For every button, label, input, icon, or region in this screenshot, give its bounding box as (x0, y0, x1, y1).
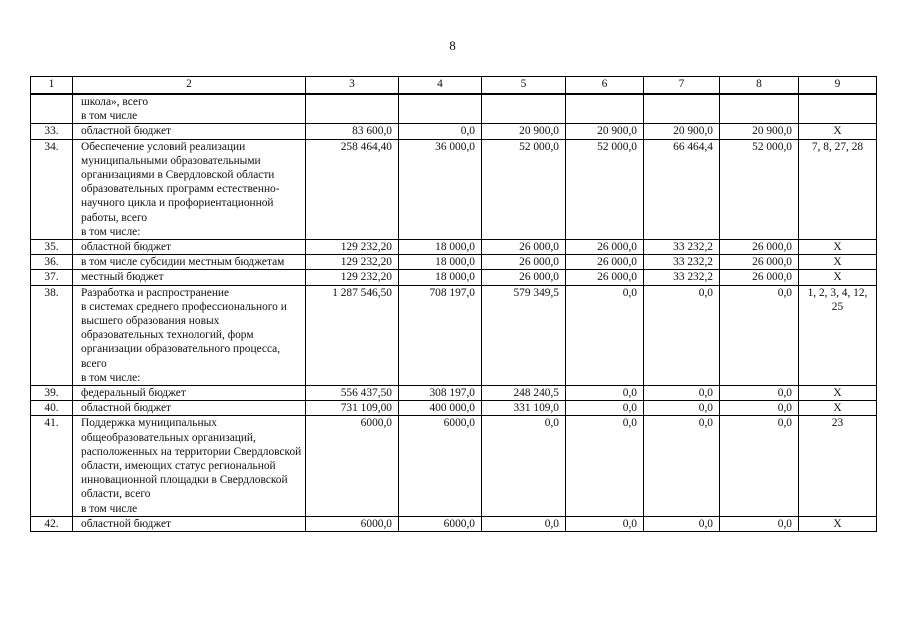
cell-reference: 7, 8, 27, 28 (799, 139, 877, 239)
cell-value (644, 94, 720, 124)
cell-value: 0,0 (720, 416, 799, 516)
budget-table (30, 76, 877, 532)
table-body (31, 94, 877, 532)
row-number: 41. (31, 416, 73, 516)
cell-value: 0,0 (720, 516, 799, 531)
cell-value: 26 000,0 (482, 255, 566, 270)
table-row (31, 139, 877, 239)
cell-reference: X (799, 255, 877, 270)
table-row (31, 416, 877, 516)
cell-value: 0,0 (566, 416, 644, 516)
cell-value (566, 94, 644, 124)
column-header: 3 (306, 77, 399, 95)
cell-reference: X (799, 240, 877, 255)
row-description: в том числе субсидии местным бюджетам (73, 255, 306, 270)
row-description: Разработка и распространение в системах среднего профессионального и высшего образования новых образовательных технологий, форм организации образовательного процесса, всего в том числе: (73, 285, 306, 385)
row-description: областной бюджет (73, 124, 306, 139)
cell-value: 0,0 (399, 124, 482, 139)
cell-value: 20 900,0 (482, 124, 566, 139)
row-description: Обеспечение условий реализации муниципальными образовательными организациями в Свердловской области образовательных программ естественно-научного цикла и профориентационной работы, всего в том числе: (73, 139, 306, 239)
row-description: областной бюджет (73, 516, 306, 531)
cell-value: 0,0 (720, 285, 799, 385)
cell-value (306, 94, 399, 124)
cell-reference: X (799, 124, 877, 139)
cell-reference: X (799, 386, 877, 401)
row-number: 33. (31, 124, 73, 139)
cell-value: 0,0 (482, 516, 566, 531)
cell-value: 0,0 (644, 285, 720, 385)
column-header: 2 (73, 77, 306, 95)
cell-value: 731 109,00 (306, 401, 399, 416)
cell-reference: X (799, 516, 877, 531)
cell-value: 26 000,0 (482, 270, 566, 285)
cell-value: 36 000,0 (399, 139, 482, 239)
row-number: 37. (31, 270, 73, 285)
column-header: 8 (720, 77, 799, 95)
cell-reference: 23 (799, 416, 877, 516)
cell-reference: 1, 2, 3, 4, 12, 25 (799, 285, 877, 385)
cell-value: 18 000,0 (399, 255, 482, 270)
cell-value: 26 000,0 (720, 270, 799, 285)
row-number: 40. (31, 401, 73, 416)
row-description: областной бюджет (73, 240, 306, 255)
cell-value: 331 109,0 (482, 401, 566, 416)
table-row (31, 516, 877, 531)
cell-value: 0,0 (720, 401, 799, 416)
row-number: 38. (31, 285, 73, 385)
row-number: 36. (31, 255, 73, 270)
cell-value (482, 94, 566, 124)
row-description: Поддержка муниципальных общеобразовательных организаций, расположенных на территории Свердловской области, имеющих статус региональной инновационной площадки в Свердловской области, всего в том числе (73, 416, 306, 516)
cell-value: 33 232,2 (644, 270, 720, 285)
cell-value: 52 000,0 (482, 139, 566, 239)
cell-value: 52 000,0 (720, 139, 799, 239)
table-row (31, 386, 877, 401)
table-row (31, 401, 877, 416)
cell-value: 33 232,2 (644, 255, 720, 270)
row-description: школа», всего в том числе (73, 94, 306, 124)
cell-value: 26 000,0 (566, 240, 644, 255)
cell-value: 83 600,0 (306, 124, 399, 139)
cell-reference: X (799, 401, 877, 416)
cell-value: 0,0 (482, 416, 566, 516)
cell-value: 20 900,0 (644, 124, 720, 139)
cell-reference: X (799, 270, 877, 285)
cell-value: 26 000,0 (720, 240, 799, 255)
cell-value: 0,0 (644, 516, 720, 531)
cell-value: 129 232,20 (306, 240, 399, 255)
column-header: 6 (566, 77, 644, 95)
header-row (31, 77, 877, 95)
table-row (31, 255, 877, 270)
cell-value: 18 000,0 (399, 240, 482, 255)
cell-value: 248 240,5 (482, 386, 566, 401)
cell-value (399, 94, 482, 124)
cell-value: 0,0 (566, 516, 644, 531)
table-row (31, 94, 877, 124)
cell-value: 0,0 (720, 386, 799, 401)
column-header: 1 (31, 77, 73, 95)
column-header: 5 (482, 77, 566, 95)
cell-value: 129 232,20 (306, 255, 399, 270)
cell-value: 6000,0 (399, 416, 482, 516)
cell-value: 26 000,0 (566, 270, 644, 285)
page-number: 8 (449, 38, 456, 53)
cell-value: 579 349,5 (482, 285, 566, 385)
cell-value: 52 000,0 (566, 139, 644, 239)
cell-value: 26 000,0 (566, 255, 644, 270)
row-number: 42. (31, 516, 73, 531)
cell-value: 0,0 (644, 401, 720, 416)
column-header: 7 (644, 77, 720, 95)
table-row (31, 270, 877, 285)
cell-value: 6000,0 (399, 516, 482, 531)
cell-value: 0,0 (644, 416, 720, 516)
cell-value: 20 900,0 (566, 124, 644, 139)
table-row (31, 124, 877, 139)
row-description: федеральный бюджет (73, 386, 306, 401)
row-number (31, 94, 73, 124)
row-number: 35. (31, 240, 73, 255)
column-header: 9 (799, 77, 877, 95)
cell-value: 258 464,40 (306, 139, 399, 239)
column-header: 4 (399, 77, 482, 95)
cell-value: 6000,0 (306, 416, 399, 516)
cell-value: 308 197,0 (399, 386, 482, 401)
cell-value: 0,0 (566, 285, 644, 385)
cell-value: 556 437,50 (306, 386, 399, 401)
cell-value (720, 94, 799, 124)
row-description: местный бюджет (73, 270, 306, 285)
cell-value: 708 197,0 (399, 285, 482, 385)
row-number: 39. (31, 386, 73, 401)
cell-value: 20 900,0 (720, 124, 799, 139)
cell-value: 0,0 (644, 386, 720, 401)
cell-value: 26 000,0 (482, 240, 566, 255)
table-row (31, 240, 877, 255)
cell-value: 18 000,0 (399, 270, 482, 285)
row-number: 34. (31, 139, 73, 239)
cell-value: 33 232,2 (644, 240, 720, 255)
cell-value: 66 464,4 (644, 139, 720, 239)
cell-value: 6000,0 (306, 516, 399, 531)
cell-reference (799, 94, 877, 124)
cell-value: 400 000,0 (399, 401, 482, 416)
cell-value: 0,0 (566, 386, 644, 401)
cell-value: 1 287 546,50 (306, 285, 399, 385)
cell-value: 26 000,0 (720, 255, 799, 270)
row-description: областной бюджет (73, 401, 306, 416)
cell-value: 0,0 (566, 401, 644, 416)
cell-value: 129 232,20 (306, 270, 399, 285)
table-row (31, 285, 877, 385)
